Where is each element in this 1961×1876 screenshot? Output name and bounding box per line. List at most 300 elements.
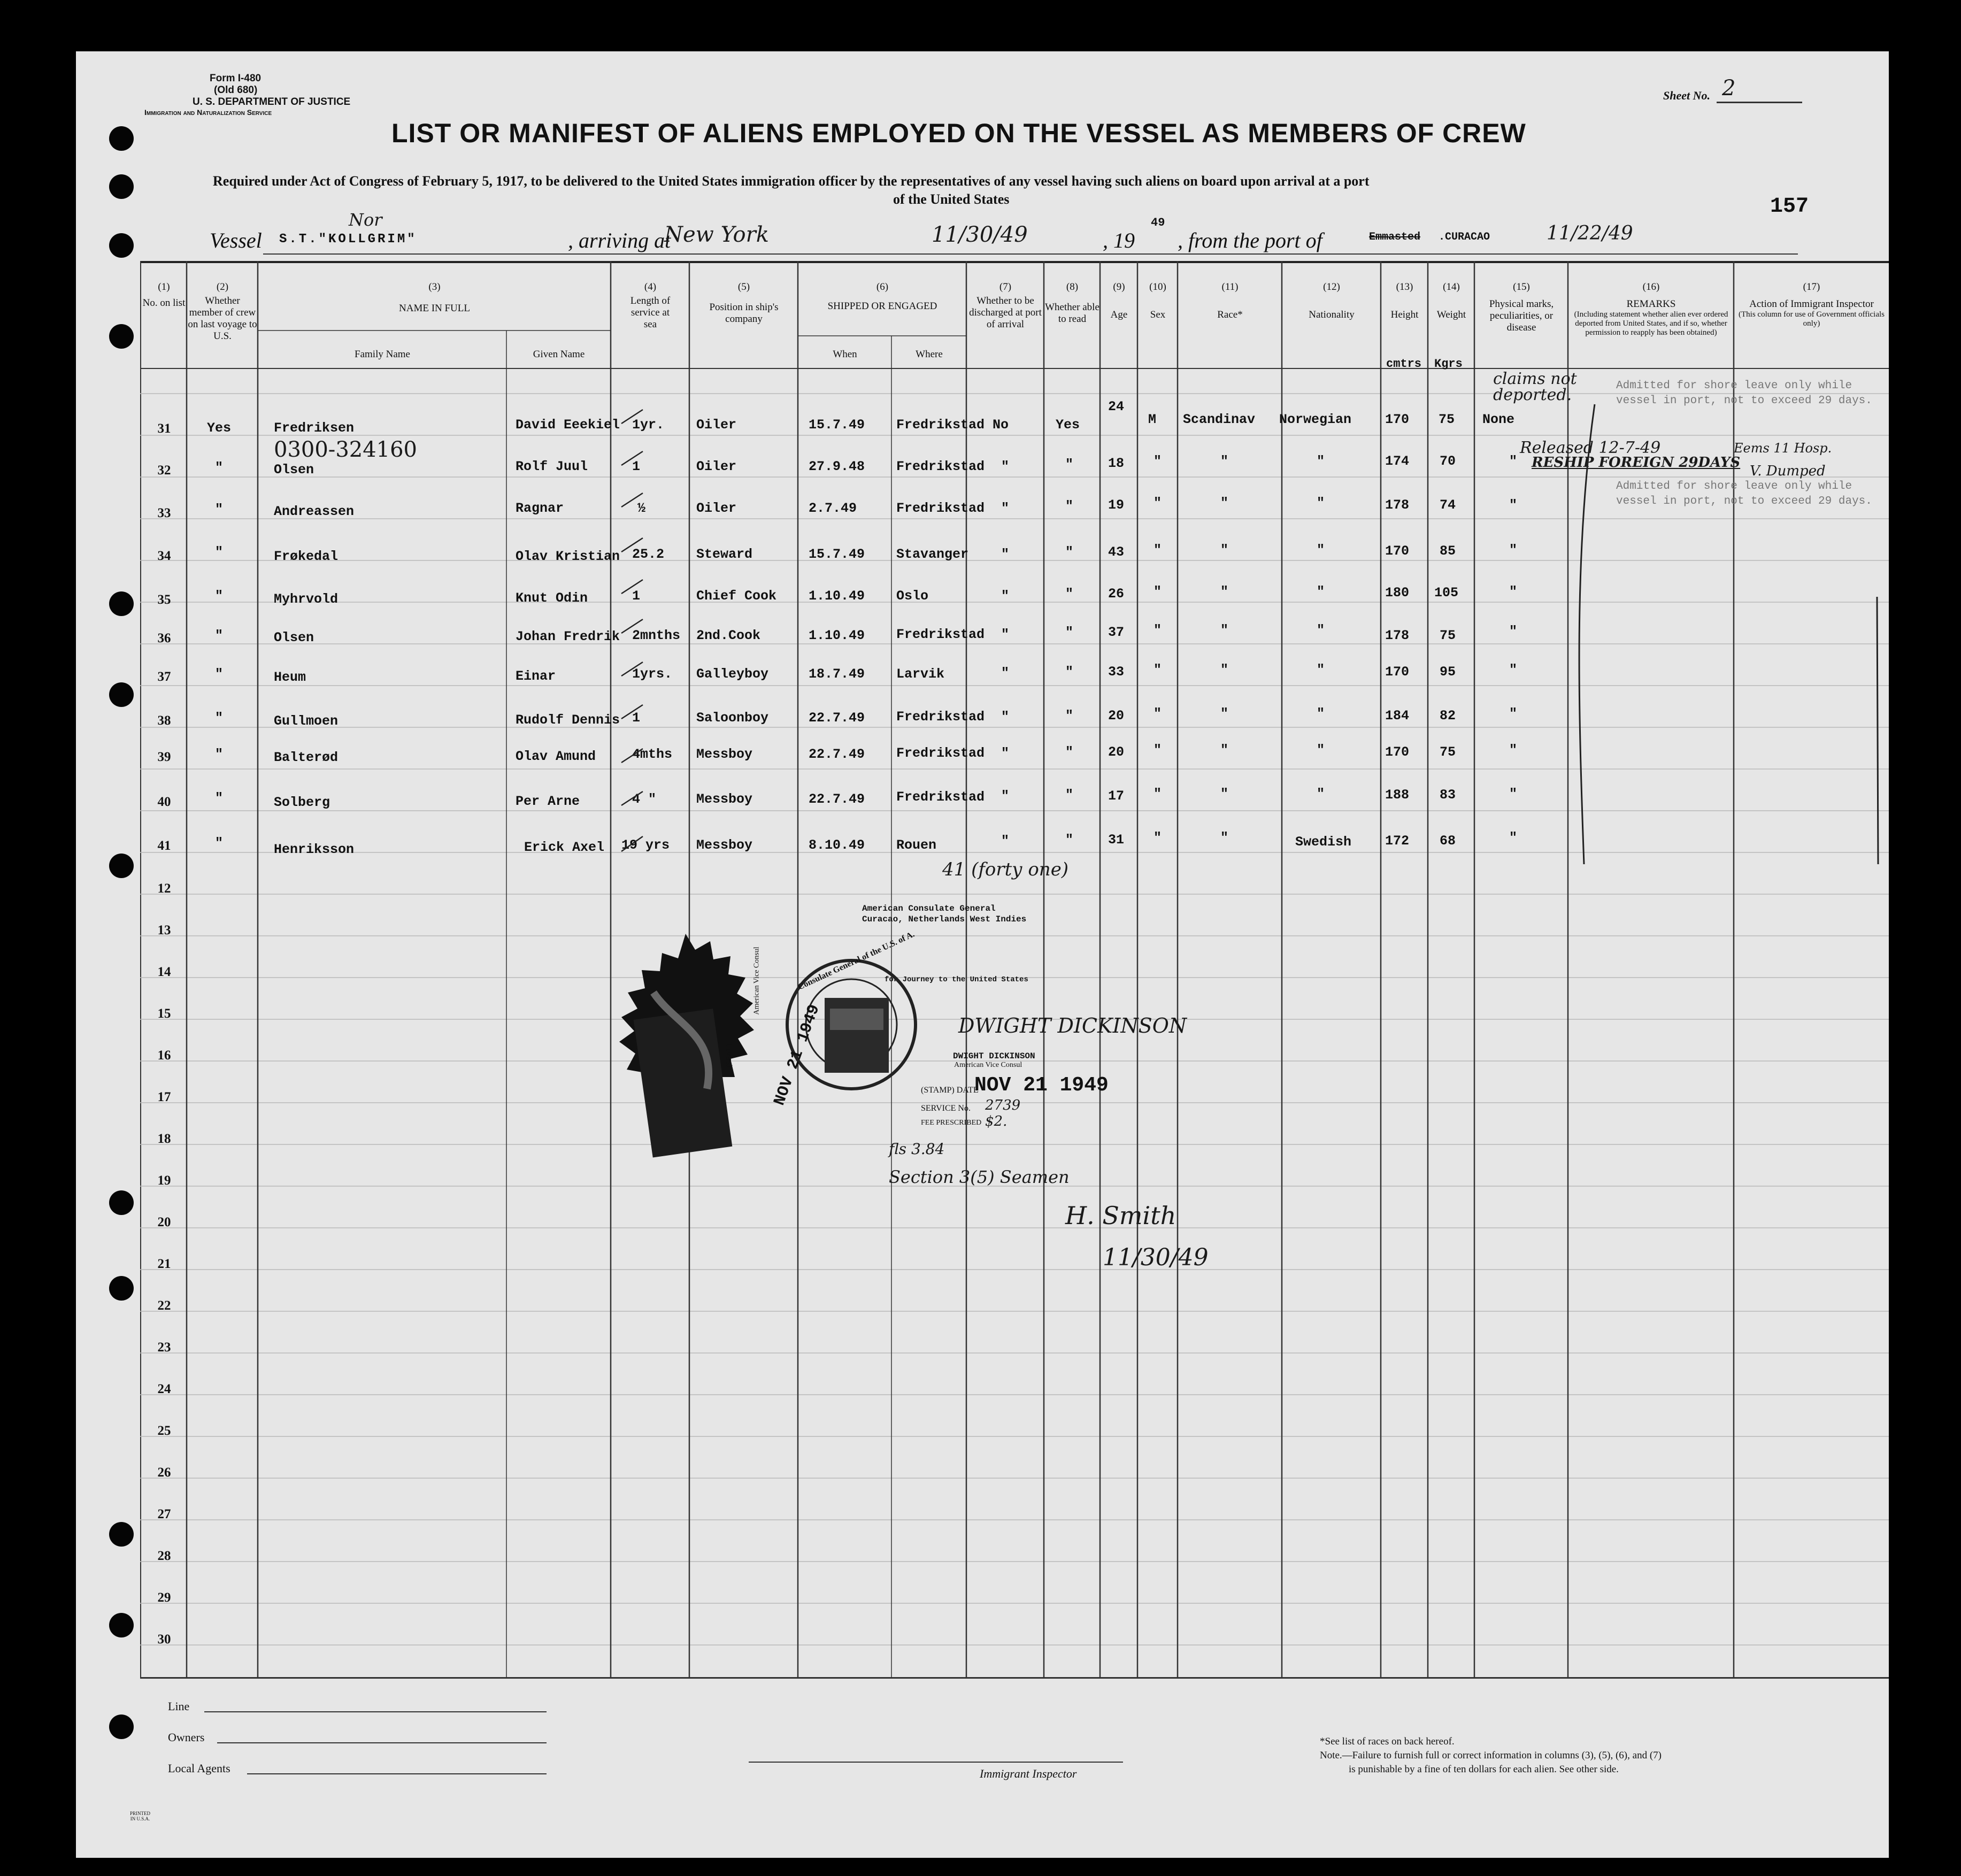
family-name-cell: Olsen [274,462,314,478]
race-cell: " [1220,786,1229,802]
sex-cell: " [1153,495,1162,511]
row-number: 40 [157,795,171,809]
sheet-label: Sheet No. [1663,89,1710,102]
reship-note: RESHIP FOREIGN 29DAYS [1532,455,1741,471]
race-cell: " [1220,584,1229,599]
sex-cell: " [1153,542,1162,558]
read-cell: " [1065,457,1074,472]
when-cell: 22.7.49 [809,710,865,726]
subtitle-line2: of the United States [893,191,1010,207]
sex-cell: " [1153,830,1162,845]
col-header-14: (14) Weight [1436,281,1466,320]
row-number: 14 [157,965,171,979]
sex-cell: " [1153,742,1162,758]
row-number: 23 [157,1340,171,1355]
col-header-9: (9) Age [1110,281,1128,320]
discharged-cell: " [1001,501,1010,516]
position-cell: Messboy [696,747,753,762]
position-cell: Chief Cook [696,588,777,604]
when-cell: 1.10.49 [809,628,865,643]
line-label: Line [168,1700,190,1713]
weight-cell: 105 [1434,585,1459,601]
position-cell: Oiler [696,459,737,474]
vessel-flag: Nor [349,210,382,230]
marks-cell: None [1482,412,1515,427]
discharged-cell: " [1001,745,1010,761]
nationality-cell: " [1317,453,1325,469]
sex-cell: M [1148,412,1157,427]
given-name-cell: Ragnar [516,501,564,516]
inspector-action-hosp: Eems 11 Hosp. [1734,441,1832,456]
prev-voyage-cell: " [215,710,224,726]
consulate-city: Curacao, Netherlands West Indies [862,914,1027,924]
race-cell: " [1220,453,1229,469]
row-number: 20 [157,1215,171,1229]
weight-cell: 68 [1440,833,1456,849]
age-cell: 43 [1108,544,1125,560]
row-number: 32 [157,463,171,478]
page-title: LIST OR MANIFEST OF ALIENS EMPLOYED ON THE VESSEL AS MEMBERS OF CREW [391,118,1526,148]
col-header-3a: Family Name [355,349,410,360]
shore-leave-remark-33: Admitted for shore leave only while vessel in port, not to exceed 29 days. [1616,480,1872,508]
sex-cell: " [1153,662,1162,678]
age-cell: 20 [1108,708,1125,724]
nationality-cell: " [1317,495,1325,511]
height-cell: 174 [1385,453,1410,469]
col-header-8: (8) Whether able to read [1045,281,1099,325]
service-cell: 1yr. [632,417,665,433]
service: Immigration and Naturalization Service [144,108,272,117]
height-cell: 170 [1385,412,1410,427]
col-header-3: (3) NAME IN FULL [399,281,470,314]
stamp-date: NOV 21 1949 [974,1074,1109,1097]
vessel-underline [263,253,1798,255]
position-cell: Steward [696,547,753,562]
service-tick-marks [611,394,664,875]
from-date: 11/22/49 [1547,222,1633,244]
weight-cell: 74 [1440,497,1456,513]
col-header-6: (6) SHIPPED OR ENGAGED [827,281,937,312]
sheet-number: 2 [1722,76,1736,101]
weight-cell: 95 [1440,664,1456,680]
age-cell: 20 [1108,744,1125,760]
family-name-cell: Myhrvold [274,591,339,607]
service-cell: 1 [632,459,641,474]
nationality-cell: Swedish [1295,834,1352,850]
given-name-cell: Per Arne [516,794,580,809]
marks-cell: " [1509,497,1518,513]
sex-cell: " [1153,584,1162,599]
height-cell: 180 [1385,585,1410,601]
when-cell: 15.7.49 [809,547,865,562]
vice-consul-vertical: American Vice Consul [752,947,761,1015]
consular-seal [600,928,771,1158]
year: 49 [1151,216,1165,229]
row-number: 29 [157,1590,171,1605]
sex-cell: " [1153,706,1162,721]
sex-cell: " [1153,453,1162,469]
nationality-cell: " [1317,662,1325,678]
penalty-note-2: is punishable by a fine of ten dollars for each alien. See other side. [1349,1764,1619,1775]
family-name-cell: Frøkedal [274,549,339,564]
weight-cell: 83 [1440,787,1456,803]
punch-hole [109,233,134,258]
row-number: 22 [157,1298,171,1313]
consul-signature: DWIGHT DICKINSON [958,1014,1187,1037]
given-name-cell: David Eeekiel [516,417,620,433]
service-cell: 19 yrs [621,837,670,853]
where-cell: Rouen [896,837,937,853]
claims-not-deported-note: claims not deported. [1493,370,1577,404]
service-cell: 25.2 [632,547,665,562]
col-header-3b: Given Name [533,349,585,360]
discharged-cell: No [993,417,1009,433]
nationality-cell: " [1317,742,1325,758]
height-cell: 184 [1385,708,1410,724]
where-cell: Oslo [896,588,929,604]
prev-voyage-cell: " [215,666,224,682]
inspector-action-dumped: V. Dumped [1750,463,1826,479]
subtitle-line1: Required under Act of Congress of February 5, 1917, to be delivered to the United States immigration officer by the representatives of any vessel having such aliens on board upon arrival at a port [213,173,1370,189]
col-header-10: (10) Sex [1149,281,1166,320]
races-note: *See list of races on back hereof. [1320,1736,1455,1747]
position-cell: Messboy [696,791,753,807]
family-name-cell: Balterød [274,750,339,765]
col-header-11: (11) Race* [1217,281,1243,320]
race-cell: " [1220,706,1229,721]
height-cell: 170 [1385,664,1410,680]
discharged-cell: " [1001,709,1010,725]
height-cell: 170 [1385,543,1410,559]
read-cell: " [1065,625,1074,640]
when-cell: 8.10.49 [809,837,865,853]
prev-voyage-cell: " [215,747,224,762]
position-cell: Oiler [696,501,737,516]
family-name-cell: Gullmoen [274,713,339,729]
discharged-cell: " [1001,627,1010,642]
col-header-7: (7) Whether to be discharged at port of arrival [969,281,1042,330]
row-number: 38 [157,713,171,728]
family-name-cell: Heum [274,670,306,685]
read-cell: " [1065,544,1074,560]
fee-note: fls 3.84 [889,1140,945,1158]
read-cell: " [1065,708,1074,724]
position-cell: 2nd.Cook [696,628,761,643]
when-cell: 15.7.49 [809,417,865,433]
family-name-cell: Andreassen [274,504,355,519]
given-name-cell: Einar [516,668,556,684]
marks-cell: " [1509,830,1518,845]
fee-amount: $2. [985,1113,1008,1129]
prev-voyage-cell: " [215,588,224,604]
discharged-cell: " [1001,788,1010,804]
height-cell: 172 [1385,833,1410,849]
weight-cell: 82 [1440,708,1456,724]
col-header-1: (1) No. on list [142,281,186,309]
race-cell: Scandinav [1183,412,1256,427]
row-number: 36 [157,631,171,645]
weight-cell: 85 [1440,543,1456,559]
nationality-cell: " [1317,786,1325,802]
age-cell: 17 [1108,788,1125,804]
where-cell: Stavanger [896,547,969,562]
read-cell: " [1065,744,1074,760]
row-number: 41 [157,839,171,853]
year-prefix: , 19 [1103,228,1135,252]
when-cell: 27.9.48 [809,459,865,474]
race-cell: " [1220,830,1229,845]
inspector-date: 11/30/49 [1103,1244,1209,1271]
read-cell: " [1065,498,1074,514]
line-underline [204,1711,547,1712]
col-header-4: (4) Length of service at sea [630,281,671,330]
prev-voyage-cell: Yes [207,420,232,436]
height-unit: cmtrs [1386,357,1422,371]
weight-cell: 70 [1440,453,1456,469]
marks-cell: " [1509,584,1518,599]
arriving-date: 11/30/49 [932,222,1028,247]
col-header-13: (13) Height [1390,281,1419,320]
agents-label: Local Agents [168,1762,230,1775]
round-stamp-date: NOV 21 1949 [771,1002,824,1108]
service-cell: ½ [637,501,646,516]
arriving-label: , arriving at [568,228,671,252]
age-cell: 19 [1108,497,1125,513]
sex-cell: " [1153,786,1162,802]
arriving-port: New York [664,222,769,247]
where-cell: Fredrikstad [896,417,985,433]
family-name-cell: Solberg [274,795,330,810]
age-cell: 24 [1108,399,1125,414]
prev-voyage-cell: " [215,790,224,806]
remarks-bracket [1563,394,1894,886]
alien-reference-number: 0300-324160 [274,437,418,462]
read-cell: " [1065,664,1074,680]
nationality-cell: Norwegian [1279,412,1352,427]
race-cell: " [1220,622,1229,638]
marks-cell: " [1509,786,1518,802]
age-cell: 18 [1108,456,1125,471]
weight-unit: Kgrs [1434,357,1463,371]
position-cell: Saloonboy [696,710,769,726]
given-name-cell: Olav Kristian [516,549,620,564]
marks-cell: " [1509,662,1518,678]
row-number: 37 [157,670,171,684]
nationality-cell: " [1317,584,1325,599]
when-cell: 2.7.49 [809,501,857,516]
punch-hole [109,1714,134,1739]
position-cell: Galleyboy [696,666,769,682]
age-cell: 26 [1108,586,1125,602]
service-cell: 4mths [632,747,673,762]
service-number: 2739 [985,1097,1021,1113]
from-port-struck: Emmasted [1369,231,1421,243]
when-cell: 22.7.49 [809,791,865,807]
owners-label: Owners [168,1731,205,1744]
col-header-17: (17) Action of Immigrant Inspector (This column for use of Government officials only) [1739,281,1885,328]
released-note: Released 12-7-49 [1520,439,1661,457]
when-cell: 22.7.49 [809,747,865,762]
punch-hole [109,174,134,199]
race-cell: " [1220,542,1229,558]
row-number: 16 [157,1048,171,1063]
row-number: 34 [157,549,171,563]
stamp-date-label: (STAMP) DATE [921,1086,979,1095]
given-name-cell: Johan Fredrik [516,629,620,644]
service-number-label: SERVICE No. [921,1104,971,1113]
consulate-journey-note: for Journey to the United States [885,975,1028,984]
family-name-cell: Olsen [274,630,314,645]
where-cell: Fredrikstad [896,789,985,805]
row-number: 15 [157,1006,171,1021]
agents-underline [247,1773,547,1774]
marks-cell: " [1509,542,1518,558]
row-number: 33 [157,506,171,520]
given-name-cell: Olav Amund [516,749,596,764]
form-number: Form I-480 [210,73,262,84]
height-cell: 178 [1385,628,1410,643]
row-number: 13 [157,923,171,937]
vessel-label: Vessel [210,228,262,252]
weight-cell: 75 [1439,412,1455,427]
consul-name: DWIGHT DICKINSON [953,1051,1035,1061]
inspector-label: Immigrant Inspector [980,1767,1077,1780]
height-cell: 188 [1385,787,1410,803]
given-name-cell: Knut Odin [516,590,588,606]
from-port: .CURACAO [1439,231,1490,243]
height-cell: 170 [1385,744,1410,760]
nationality-cell: " [1317,542,1325,558]
row-number: 12 [157,881,171,896]
height-cell: 178 [1385,497,1410,513]
page-number: 157 [1770,195,1809,219]
consul-title: American Vice Consul [954,1061,1022,1069]
weight-cell: 75 [1440,744,1456,760]
row-number: 39 [157,750,171,764]
age-cell: 31 [1108,832,1125,848]
race-cell: " [1220,662,1229,678]
col-header-6b: Where [916,349,943,360]
read-cell: " [1065,586,1074,602]
vessel-name: S.T."KOLLGRIM" [279,232,417,247]
where-cell: Fredrikstad [896,501,985,516]
nationality-cell: " [1317,622,1325,638]
col-header-2: (2) Whether member of crew on last voyage to U.S. [188,281,257,342]
inspector-signature: H. Smith [1065,1201,1176,1230]
col-header-6a: When [833,349,857,360]
punch-hole [109,126,134,151]
marks-cell: " [1509,706,1518,721]
row-number: 30 [157,1632,171,1647]
nationality-cell: " [1317,706,1325,721]
col-header-16: (16) REMARKS (Including statement whether alien ever ordered deported from United States, and if so, whether permission to reapply has been obtained) [1574,281,1728,337]
prev-voyage-cell: " [215,460,224,475]
row-number: 27 [157,1507,171,1521]
service-cell: 4 " [632,791,657,807]
section-note: Section 3(5) Seamen [889,1167,1070,1187]
when-cell: 18.7.49 [809,666,865,682]
age-cell: 33 [1108,664,1125,680]
discharged-cell: " [1001,833,1010,849]
service-cell: 1yrs. [632,666,673,682]
marks-cell: " [1509,624,1518,639]
where-cell: Fredrikstad [896,459,985,474]
shore-leave-remark-31: Admitted for shore leave only while vessel in port, not to exceed 29 days. [1616,380,1872,407]
prev-voyage-cell: " [215,835,224,851]
col-header-12: (12) Nationality [1309,281,1355,320]
row-number: 35 [157,593,171,607]
where-cell: Fredrikstad [896,627,985,642]
where-cell: Fredrikstad [896,745,985,761]
given-name-cell: Erick Axel [524,840,605,855]
given-name-cell: Rolf Juul [516,459,588,474]
discharged-cell: " [1001,547,1010,562]
owners-underline [217,1742,547,1743]
fee-label: FEE PRESCRIBED [921,1119,982,1127]
row-number: 21 [157,1257,171,1271]
row-number: 25 [157,1424,171,1438]
family-name-cell: Henriksson [274,842,355,857]
when-cell: 1.10.49 [809,588,865,604]
weight-cell: 75 [1440,628,1456,643]
age-cell: 37 [1108,625,1125,640]
race-cell: " [1220,742,1229,758]
inspector-signature-line [749,1762,1123,1763]
row-number: 19 [157,1173,171,1188]
sex-cell: " [1153,622,1162,638]
where-cell: Larvik [896,666,945,682]
race-cell: " [1220,495,1229,511]
marks-cell: " [1509,453,1518,469]
given-name-cell: Rudolf Dennis [516,712,620,728]
service-cell: 2mnths [632,628,681,643]
prev-voyage-cell: " [215,544,224,560]
discharged-cell: " [1001,588,1010,604]
total-forty-one: 41 (forty one) [942,859,1069,880]
where-cell: Fredrikstad [896,709,985,725]
prev-voyage-cell: " [215,502,224,517]
position-cell: Oiler [696,417,737,433]
printer-mark: PRINTED IN U.S.A. [130,1811,150,1821]
marks-cell: " [1509,742,1518,758]
form-old-number: (Old 680) [214,84,258,96]
col-header-15: (15) Physical marks, peculiarities, or disease [1489,281,1554,333]
seal-label: (SEAL) [725,1043,734,1068]
read-cell: " [1065,787,1074,803]
row-number: 31 [157,421,171,436]
discharged-cell: " [1001,459,1010,474]
row-number: 17 [157,1090,171,1104]
col-header-5: (5) Position in ship's company [709,281,779,325]
prev-voyage-cell: " [215,628,224,643]
discharged-cell: " [1001,665,1010,681]
read-cell: " [1065,832,1074,848]
row-number: 26 [157,1465,171,1480]
read-cell: Yes [1056,417,1080,433]
department: U. S. DEPARTMENT OF JUSTICE [193,96,351,107]
row-number: 18 [157,1132,171,1146]
family-name-cell: Fredriksen [274,420,355,436]
round-stamp-text: Consulate General of the U.S. of A. [796,929,916,992]
sheet-underline [1717,102,1802,103]
from-label: , from the port of [1178,228,1322,252]
consulate-office: American Consulate General [862,904,996,913]
position-cell: Messboy [696,837,753,853]
service-cell: 1 [632,588,641,604]
row-number: 24 [157,1382,171,1396]
row-number: 28 [157,1549,171,1563]
penalty-note-1: Note.—Failure to furnish full or correct information in columns (3), (5), (6), and (7) [1320,1750,1662,1761]
